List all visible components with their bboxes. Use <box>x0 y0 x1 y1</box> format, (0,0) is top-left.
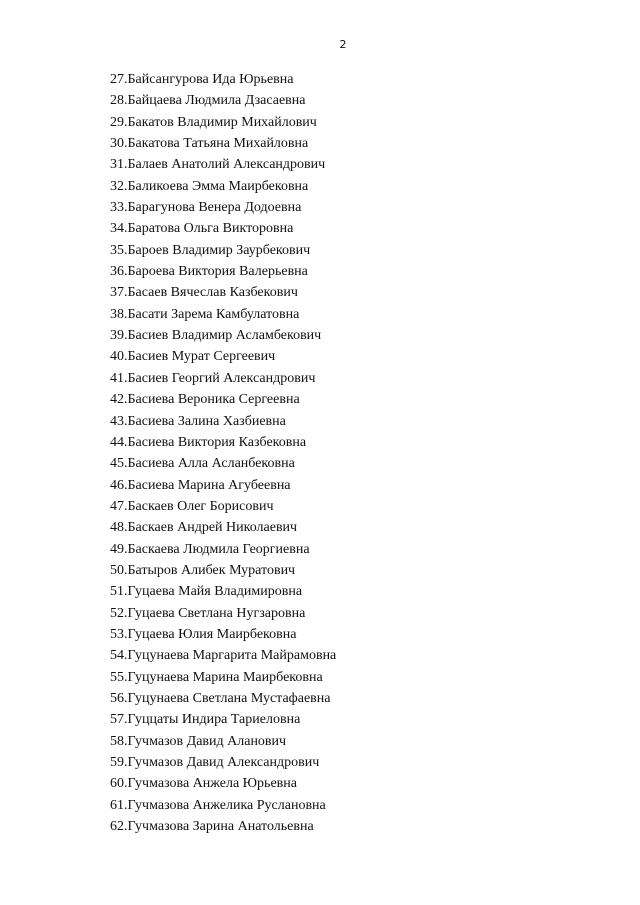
list-item: 37.Басаев Вячеслав Казбекович <box>110 285 298 301</box>
list-item: 52.Гуцаева Светлана Нугзаровна <box>110 605 306 621</box>
list-item: 33.Барагунова Венера Додоевна <box>110 200 302 216</box>
page-number: 2 <box>339 38 347 51</box>
list-item: 45.Басиева Алла Асланбековна <box>110 456 295 472</box>
name-list <box>110 69 610 837</box>
list-item: 31.Балаев Анатолий Александрович <box>110 157 326 173</box>
list-item: 42.Басиева Вероника Сергеевна <box>110 392 300 408</box>
list-item: 43.Басиева Залина Хазбиевна <box>110 413 286 429</box>
list-item: 30.Бакатова Татьяна Михайловна <box>110 136 309 152</box>
list-item: 36.Бароева Виктория Валерьевна <box>110 264 308 280</box>
list-item: 40.Басиев Мурат Сергеевич <box>110 349 276 365</box>
list-item: 50.Батыров Алибек Муратович <box>110 562 296 578</box>
list-item: 62.Гучмазова Зарина Анатольевна <box>110 819 314 835</box>
list-item: 49.Баскаева Людмила Георгиевна <box>110 541 310 557</box>
list-item: 39.Басиев Владимир Асламбекович <box>110 328 322 344</box>
list-item: 46.Басиева Марина Агубеевна <box>110 477 291 493</box>
list-item: 34.Баратова Ольга Викторовна <box>110 221 294 237</box>
list-item: 47.Баскаев Олег Борисович <box>110 498 274 514</box>
list-item: 35.Бароев Владимир Заурбекович <box>110 242 311 258</box>
list-item: 29.Бакатов Владимир Михайлович <box>110 114 317 130</box>
list-item: 58.Гучмазов Давид Аланович <box>110 733 287 749</box>
list-item: 59.Гучмазов Давид Александрович <box>110 755 320 770</box>
list-item: 28.Байцаева Людмила Дзасаевна <box>110 93 306 109</box>
list-item: 56.Гуцунаева Светлана Мустафаевна <box>110 690 331 706</box>
list-item: 41.Басиев Георгий Александрович <box>110 370 316 386</box>
list-item: 38.Басати Зарема Камбулатовна <box>110 306 300 322</box>
list-item: 44.Басиева Виктория Казбековна <box>110 434 307 450</box>
list-item: 32.Баликоева Эмма Маирбековна <box>110 178 309 194</box>
list-item: 57.Гуццаты Индира Тариеловна <box>110 712 301 728</box>
list-item: 55.Гуцунаева Марина Маирбековна <box>110 669 323 685</box>
list-item: 61.Гучмазова Анжелика Руслановна <box>110 797 326 813</box>
list-item: 54.Гуцунаева Маргарита Майрамовна <box>110 648 337 664</box>
list-item: 48.Баскаев Андрей Николаевич <box>110 520 298 536</box>
list-item: 60.Гучмазова Анжела Юрьевна <box>110 776 297 792</box>
list-item: 27.Байсангурова Ида Юрьевна <box>110 72 294 87</box>
list-item: 51.Гуцаева Майя Владимировна <box>110 584 303 600</box>
list-item: 53.Гуцаева Юлия Маирбековна <box>110 626 297 642</box>
